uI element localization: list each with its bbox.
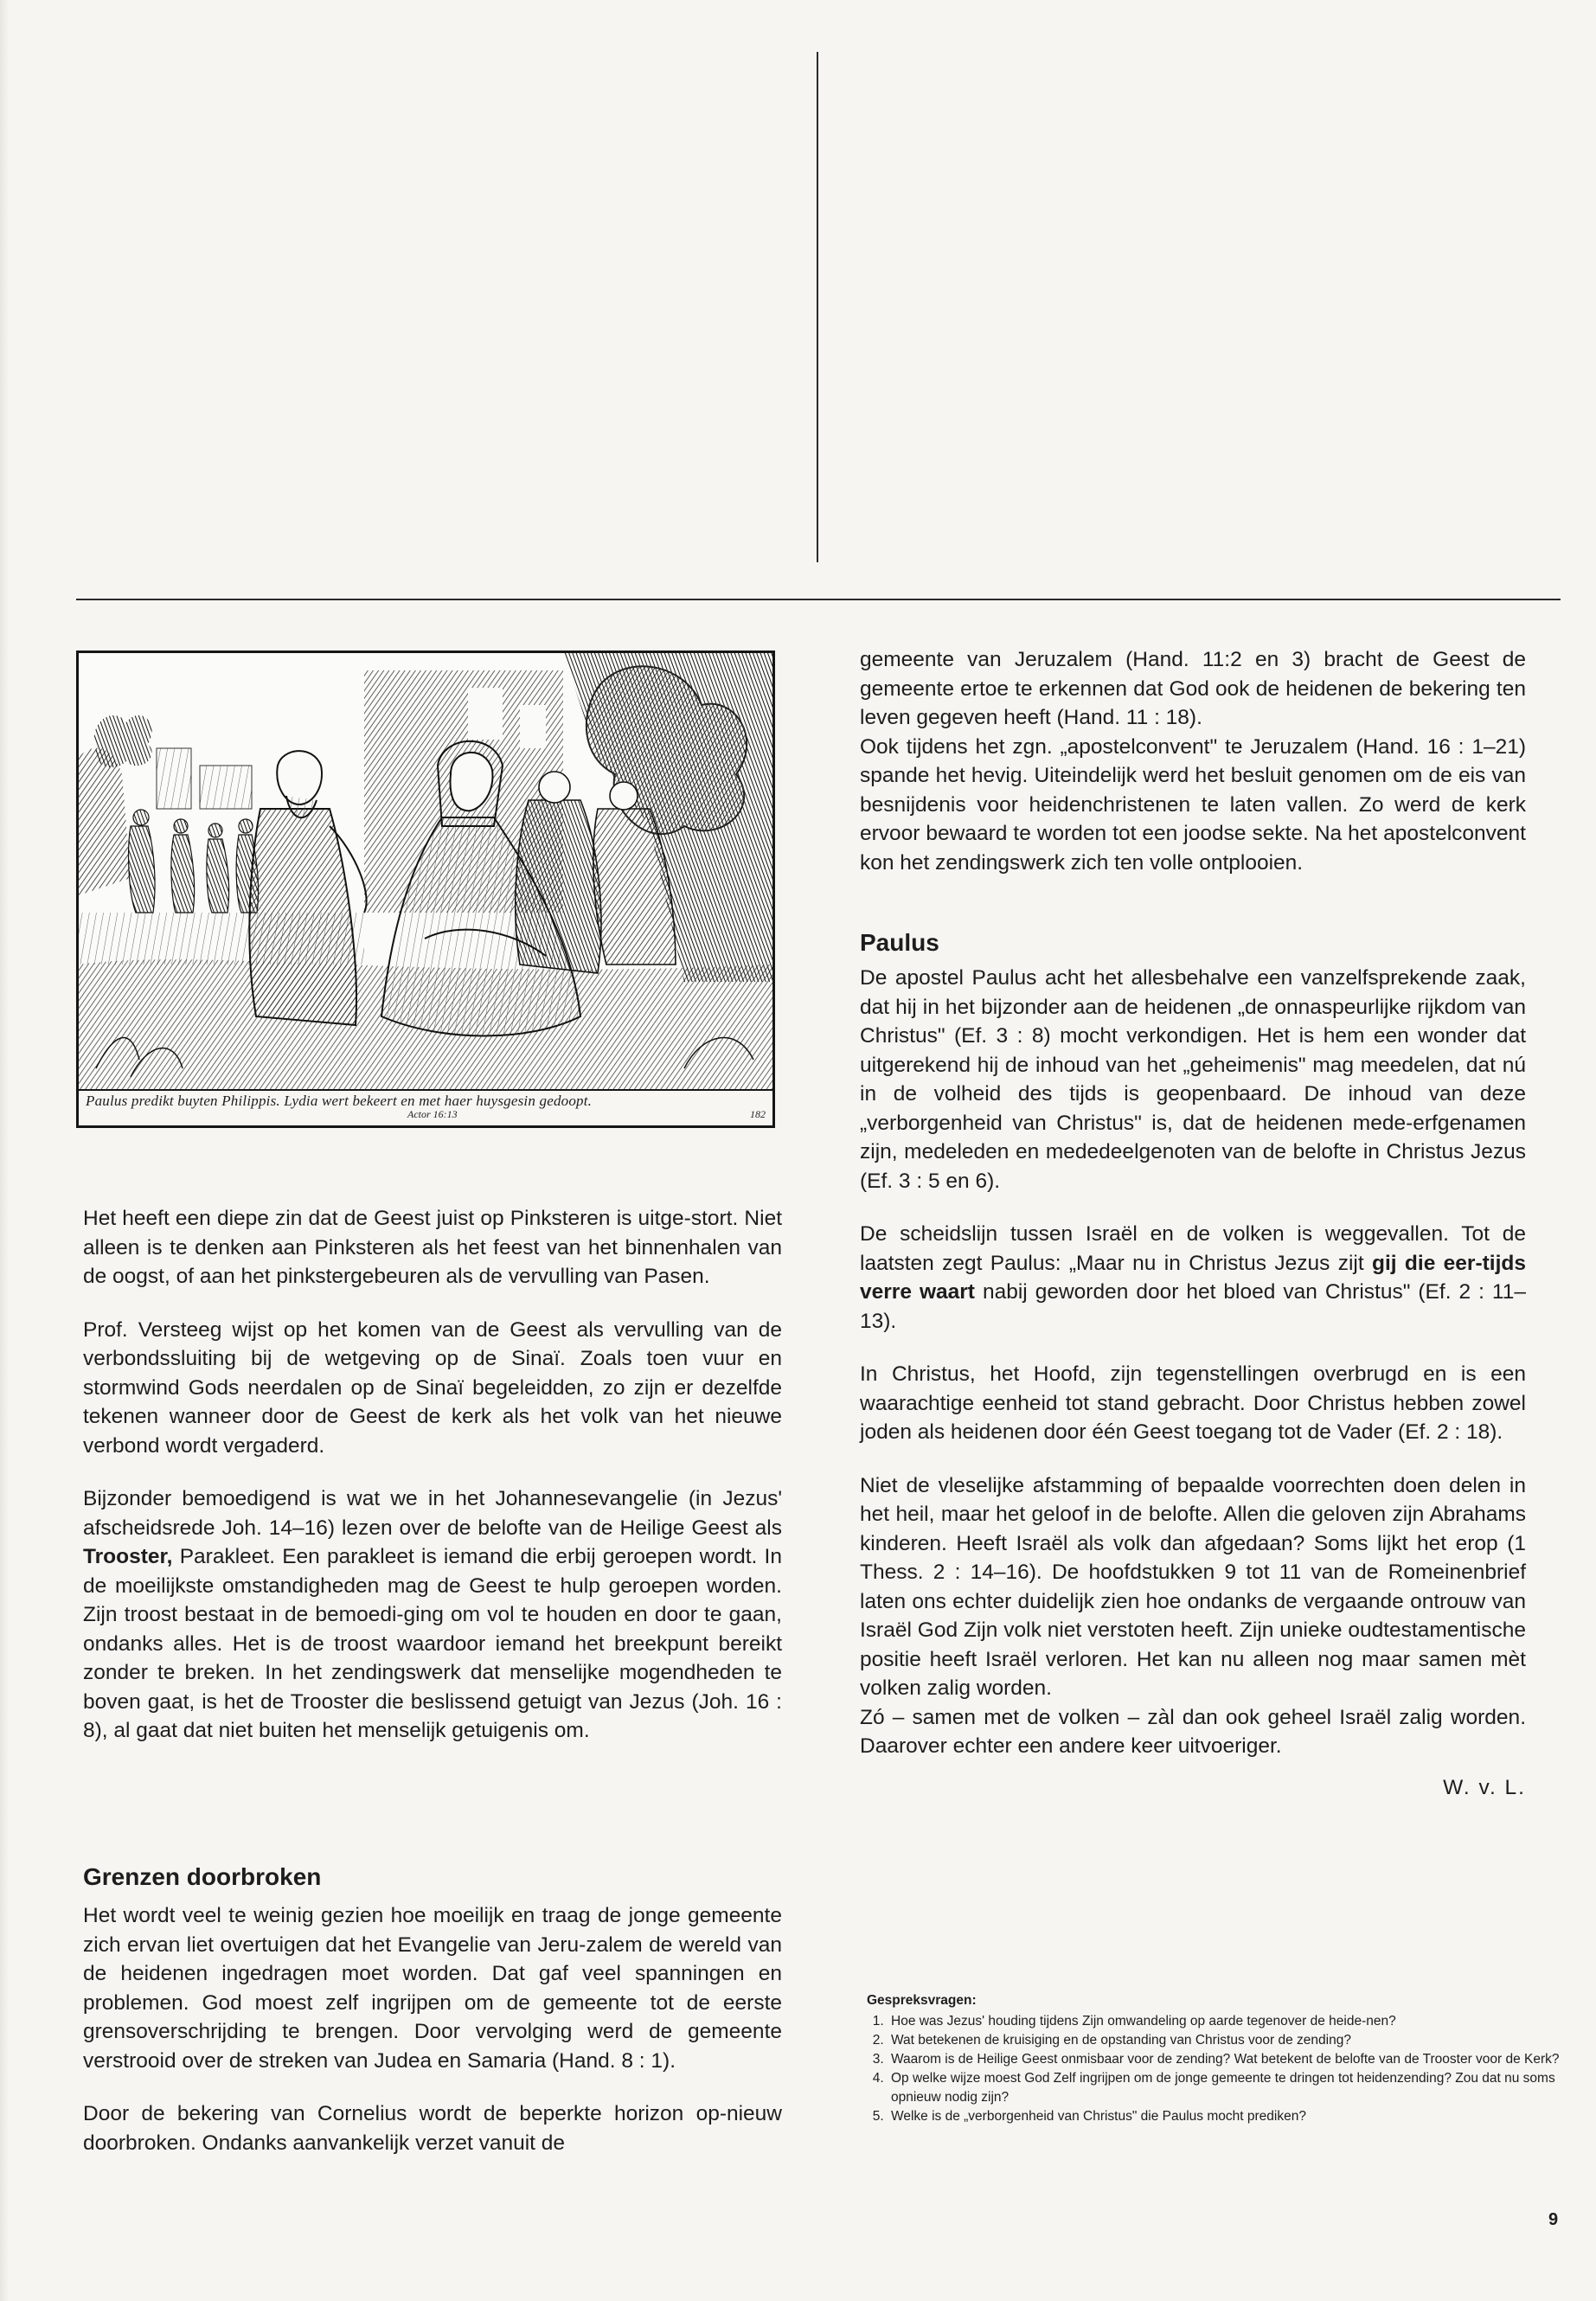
author-signature: W. v. L. xyxy=(1443,1775,1526,1799)
bold-quote: gij die eer-tijds verre waart xyxy=(860,1251,1526,1304)
question-item: 4. Op welke wijze moest God Zelf ingrijpen om de jonge gemeente te dringen tot heidenzending? Zou dat nu soms opnieuw nodig zijn? xyxy=(888,2069,1566,2107)
section-heading-paulus: Paulus xyxy=(860,929,939,956)
paragraph: Het wordt veel te weinig gezien hoe moeilijk en traag de jonge gemeente zich ervan liet overtuigen dat het Evangelie van Jeru-zalem de wereld van de heidenen ingedragen moet worden. Dat gaf veel spanningen en problemen. God moest zelf ingrijpen om de gemeente tot de eerste grensoverschrijding te brengen. Door vervolging werd de gemeente verstrooid over de streken van Judea en Samaria (Hand. 8 : 1). xyxy=(83,1904,782,2073)
paragraph: Zó – samen met de volken – zàl dan ook geheel Israël zalig worden. Daarover echter een andere keer uitvoeriger. xyxy=(860,1705,1526,1758)
text-span: Parakleet. Een parakleet is iemand die erbij geroepen wordt. In de moeilijkste omstandigheden mag de Geest te hulp geroepen worden. Zijn troost bestaat in de bemoedi-ging om vol te houden en door te gaan, ondanks alles. Het is de troost waardoor iemand het breekpunt bereikt zonder te breken. In het zendingswerk dat menselijke mogendheden te boven gaat, is het de Trooster die beslissend getuigt van Jezus (Joh. 16 : 8), al gaat dat niet buiten het menselijk getuigenis om. xyxy=(83,1545,782,1742)
left-column-section xyxy=(83,1862,782,2157)
engraving-reference: Actor 16:13 xyxy=(407,1108,458,1120)
top-column-divider xyxy=(817,52,818,562)
page-edge-shadow xyxy=(0,0,9,2301)
paragraph: Prof. Versteeg wijst op het komen van de Geest als vervulling van de verbondssluiting bij de wetgeving op de Sinaï. Zoals toen vuur en stormwind Gods neerdalen op de Sinaï begeleidden, zo zijn er dezelfde tekenen wanneer door de Geest de kerk als het volk van het nieuwe verbond wordt vergaderd. xyxy=(83,1317,782,1458)
paragraph: gemeente van Jeruzalem (Hand. 11:2 en 3) bracht de Geest de gemeente ertoe te erkennen dat God ook de heidenen de bekering ten leven gegeven heeft (Hand. 11 : 18). xyxy=(860,648,1526,729)
question-item: 5. Welke is de „verborgenheid van Christus" die Paulus mocht prediken? xyxy=(888,2107,1566,2126)
engraving-artwork xyxy=(79,653,772,1091)
text-span: nabij geworden door het bloed van Christus" (Ef. 2 : 11–13). xyxy=(860,1280,1526,1333)
paragraph-scheidslijn xyxy=(860,1220,1526,1336)
paragraph: Niet de vleselijke afstamming of bepaalde voorrechten doen delen in het heil, maar het geloof in de belofte. Allen die geloven zijn Abrahams kinderen. Heeft Israël als volk dan afgedaan? Soms lijkt het erop (1 Thess. 2 : 14–16). De hoofdstukken 9 tot 11 van de Romeinenbrief laten ons echter duidelijk zien hoe ondanks de vergaande ontrouw van Israël God Zijn volk niet verstoten heeft. Zijn unieke oudtestamentische positie heeft Israël verloren. Het kan nu alleen nog maar samen mèt volken zalig worden. xyxy=(860,1473,1526,1700)
right-column xyxy=(860,645,1526,877)
text-span: De scheidslijn tussen Israël en de volken is weggevallen. Tot de laatsten zegt Paulus: „Maar nu in Christus Jezus zijt xyxy=(860,1222,1526,1275)
paragraph-trooster xyxy=(83,1484,782,1746)
section-heading-grenzen: Grenzen doorbroken xyxy=(83,1863,322,1890)
questions-title: Gespreksvragen: xyxy=(867,1993,977,2008)
bold-term: Trooster, xyxy=(83,1545,173,1568)
engraving-plate-number: 182 xyxy=(750,1108,766,1120)
paragraph: De apostel Paulus acht het allesbehalve een vanzelfsprekende zaak, dat hij in het bijzonder aan de heidenen „de onnaspeurlijke rijkdom van Christus" (Ef. 3 : 8) mocht verkondigen. Het is hem een wonder dat uitgerekend hij de inhoud van het „geheimenis" mag meedelen, dat nú in de volheid des tijds is geopenbaard. De inhoud van deze „verborgenheid van Christus" is, dat de heidenen mede-erfgenamen zijn, medeleden en mededeelgenoten van de belofte in Christus Jezus (Ef. 3 : 5 en 6). xyxy=(860,966,1526,1193)
horizontal-rule xyxy=(76,599,1561,600)
engraving-caption: Paulus predikt buyten Philippis. Lydia wert bekeert en met haer huysgesin gedoopt. xyxy=(86,1093,593,1109)
right-column-section xyxy=(860,927,1526,1802)
question-item: 2. Wat betekenen de kruisiging en de opstanding van Christus voor de zending? xyxy=(888,2031,1566,2050)
questions-list xyxy=(867,2012,1566,2126)
paragraph: Ook tijdens het zgn. „apostelconvent" te Jeruzalem (Hand. 16 : 1–21) spande het hevig. Uiteindelijk werd het besluit genomen om de eis van besnijdenis voor heidenchristenen te laten vallen. Zo werd de kerk ervoor bewaard te worden tot een joodse sekte. Na het apostelconvent kon het zendingswerk zich ten volle ontplooien. xyxy=(860,734,1526,875)
paragraph: In Christus, het Hoofd, zijn tegenstellingen overbrugd en is een waarachtige eenheid tot stand gebracht. Door Christus hebben zowel joden als heidenen door één Geest toegang tot de Vader (Ef. 2 : 18). xyxy=(860,1362,1526,1444)
text-span: Bijzonder bemoedigend is wat we in het Johannesevangelie (in Jezus' afscheidsrede Joh. 14–16) lezen over de belofte van de Heilige Geest als xyxy=(83,1487,782,1540)
paragraph: Door de bekering van Cornelius wordt de beperkte horizon op-nieuw doorbroken. Ondanks aanvankelijk verzet vanuit de xyxy=(83,2102,782,2155)
discussion-questions xyxy=(867,1991,1566,2126)
engraving-caption-strip xyxy=(79,1089,772,1125)
page-number: 9 xyxy=(1548,2210,1559,2229)
paragraph: Het heeft een diepe zin dat de Geest juist op Pinksteren is uitge-stort. Niet alleen is te denken aan Pinksteren als het feest van het binnenhalen van de oogst, of aan het pinkstergebeuren als de vervulling van Pasen. xyxy=(83,1207,782,1288)
left-column xyxy=(83,1204,782,1746)
question-item: 3. Waarom is de Heilige Geest onmisbaar voor de zending? Wat betekent de belofte van de Trooster voor de Kerk? xyxy=(888,2050,1566,2069)
question-item: 1. Hoe was Jezus' houding tijdens Zijn omwandeling op aarde tegenover de heide-nen? xyxy=(888,2012,1566,2031)
engraving-illustration xyxy=(76,651,775,1128)
